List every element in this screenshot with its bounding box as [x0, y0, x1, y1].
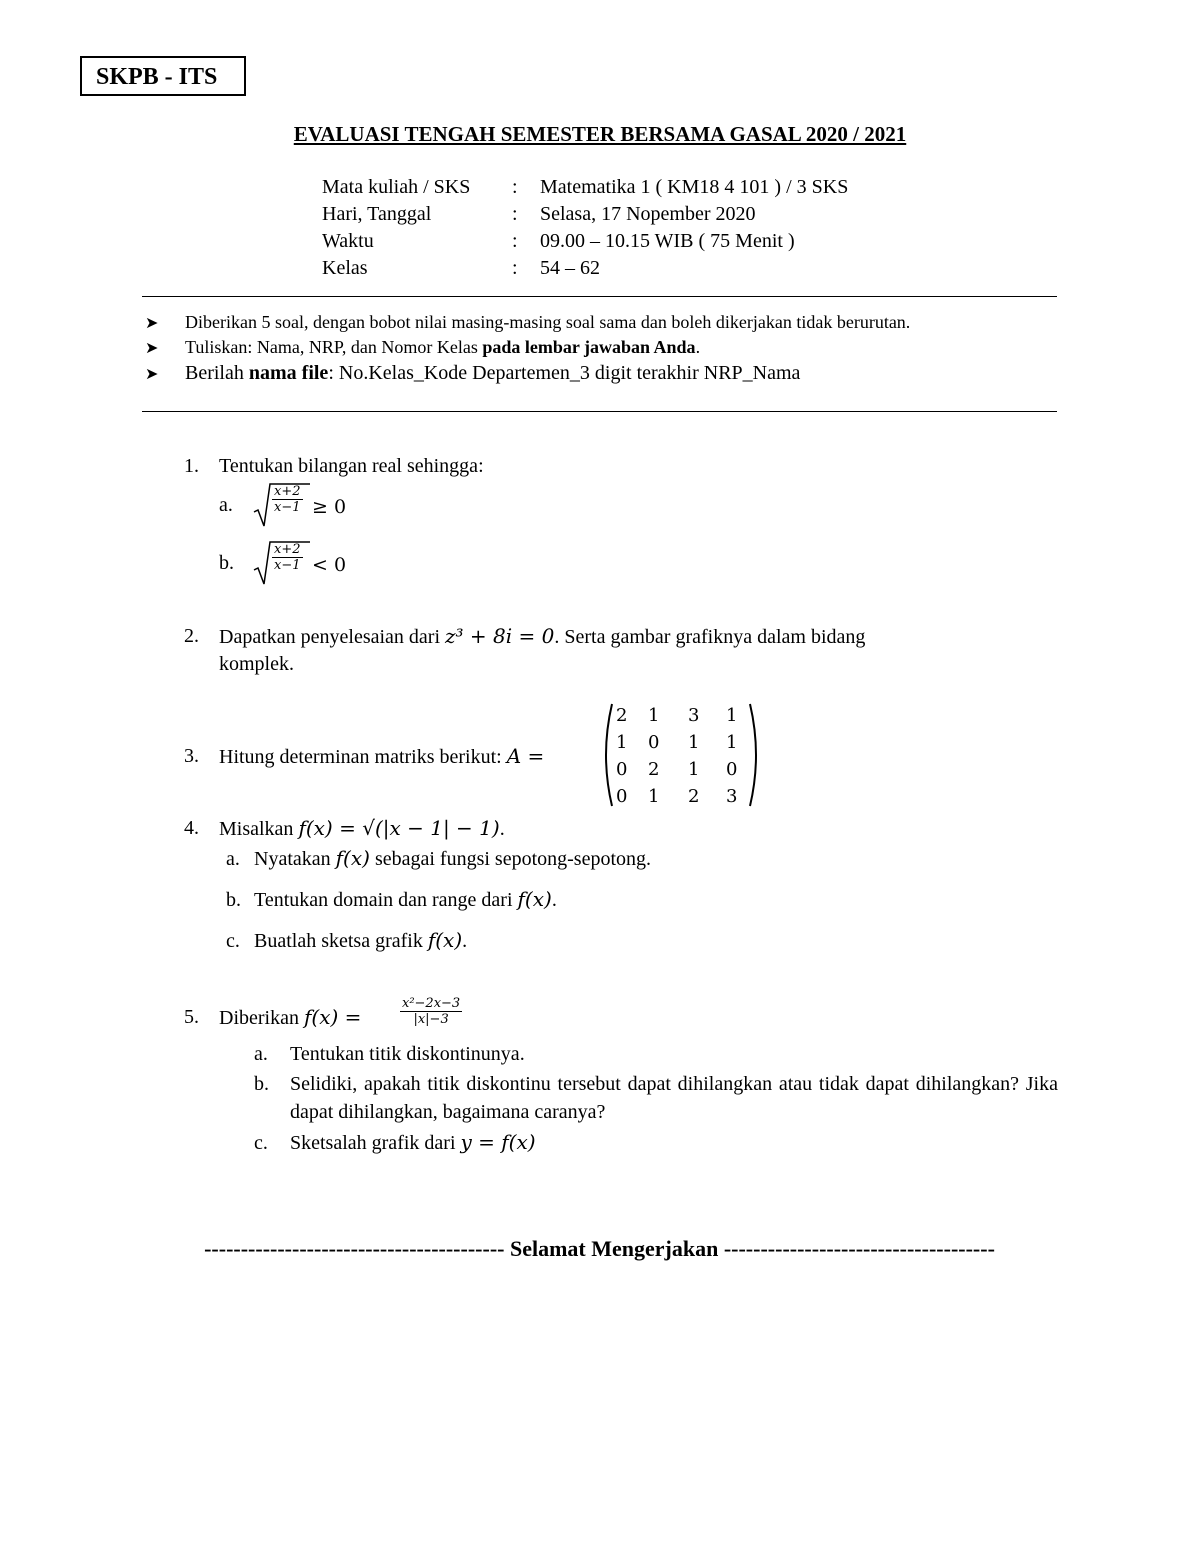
matrix-cell: 2 — [688, 786, 700, 807]
sub-text: Selidiki, apakah titik diskontinu tersebut dapat dihilangkan atau tidak dapat dihilangkan? Jika dapat dihilangkan, bagaimana caranya? — [290, 1073, 1058, 1123]
fraction-numerator: x+2 — [274, 542, 301, 557]
info-value: Matematika 1 ( KM18 4 101 ) / 3 SKS — [540, 176, 849, 198]
matrix-cell: 1 — [648, 705, 660, 726]
question-text-a: Dapatkan penyelesaian dari — [219, 626, 446, 648]
matrix-cell: 2 — [648, 759, 660, 780]
fraction-numerator: x+2 — [274, 484, 301, 499]
divider-bottom — [142, 411, 1057, 412]
sub-label: a. — [219, 494, 233, 516]
sub-text-end: . — [551, 889, 557, 911]
relation: < 0 — [312, 554, 347, 576]
info-row-time — [322, 228, 795, 255]
matrix-grid — [616, 702, 746, 810]
sub-label: b. — [219, 552, 234, 574]
sub-text-end: . — [462, 930, 468, 952]
sub-math: y = f(x) — [460, 1130, 536, 1154]
instruction-1 — [145, 309, 910, 337]
matrix-cell: 3 — [726, 786, 738, 807]
matrix-cell: 1 — [648, 786, 660, 807]
info-value: 54 – 62 — [540, 257, 600, 279]
matrix-cell: 1 — [726, 732, 738, 753]
info-label: Mata kuliah / SKS — [322, 176, 471, 198]
question-5b — [254, 1070, 1058, 1126]
matrix-cell: 0 — [616, 786, 628, 807]
question-4a — [226, 844, 651, 873]
fraction-numerator: x²−2x−3 — [402, 996, 461, 1011]
question-number: 2. — [184, 625, 199, 647]
function-definition: f(x) = √(|x − 1| − 1) — [298, 816, 500, 840]
question-text — [219, 814, 505, 843]
question-text-c: komplek. — [219, 653, 294, 675]
instruction-emphasis: pada lembar jawaban Anda — [482, 337, 696, 357]
question-number: 1. — [184, 455, 199, 477]
question-text-b: . Serta gambar grafiknya dalam bidang — [554, 626, 866, 648]
fraction — [272, 484, 303, 515]
sub-label: c. — [226, 930, 240, 952]
info-row-class — [322, 255, 600, 282]
matrix-cell: 1 — [688, 732, 700, 753]
fraction — [400, 996, 462, 1027]
question-number: 3. — [184, 745, 199, 767]
question-5a — [254, 1040, 525, 1068]
info-row-course — [322, 174, 848, 201]
instruction-text: Berilah — [185, 362, 249, 384]
badge-text: SKPB - ITS — [96, 64, 218, 90]
fraction-denominator: |x|−3 — [413, 1012, 449, 1027]
sub-text: Buatlah sketsa grafik — [254, 930, 428, 952]
question-text — [219, 742, 544, 771]
dash-right: ------------------------------------- — [723, 1236, 995, 1261]
instruction-2 — [145, 334, 700, 362]
question-number: 4. — [184, 817, 199, 839]
matrix-cell: 1 — [688, 759, 700, 780]
question-5 — [0, 1003, 1200, 1033]
sub-text: Tentukan titik diskontinunya. — [290, 1043, 525, 1065]
sub-text: Sketsalah grafik dari — [290, 1132, 461, 1154]
question-text-end: . — [499, 818, 505, 840]
info-label: Waktu — [322, 230, 374, 252]
sub-label: b. — [254, 1073, 269, 1095]
question-1b — [219, 552, 234, 575]
info-sep: : — [512, 257, 518, 279]
sub-label: b. — [226, 889, 241, 911]
badge-skpb-its — [80, 56, 246, 96]
instruction-text: Tuliskan: Nama, NRP, dan Nomor Kelas — [185, 337, 483, 357]
matrix-cell: 0 — [648, 732, 660, 753]
sub-label: c. — [254, 1132, 268, 1154]
question-4c — [226, 926, 467, 955]
matrix-cell: 0 — [616, 759, 628, 780]
question-4 — [0, 814, 1200, 844]
fraction-denominator: x−1 — [274, 558, 301, 573]
info-value: Selasa, 17 Nopember 2020 — [540, 203, 756, 225]
q5-fraction-wrap — [400, 996, 462, 1027]
instruction-text-end: . — [695, 337, 701, 357]
info-value: 09.00 – 10.15 WIB ( 75 Menit ) — [540, 230, 795, 252]
function-name: f(x) = — [303, 1005, 362, 1029]
question-2 — [0, 622, 1200, 682]
sub-text: Tentukan domain dan range dari — [254, 889, 518, 911]
info-label: Kelas — [322, 257, 368, 279]
matrix-row — [616, 756, 746, 783]
arrow-bullet-icon: ➤ — [145, 340, 159, 357]
sub-math: f(x) — [427, 928, 463, 952]
closing-line — [142, 1236, 1057, 1262]
question-text-main: Diberikan — [219, 1007, 304, 1029]
arrow-bullet-icon: ➤ — [145, 366, 159, 383]
instruction-text: Diberikan 5 soal, dengan bobot nilai masing-masing soal sama dan boleh dikerjakan tidak berurutan. — [185, 312, 911, 332]
dash-left: ----------------------------------------- — [204, 1236, 505, 1261]
matrix-variable: A = — [506, 744, 545, 768]
matrix-cell: 1 — [726, 705, 738, 726]
question-number: 5. — [184, 1006, 199, 1028]
fraction-denominator: x−1 — [274, 500, 301, 515]
info-sep: : — [512, 203, 518, 225]
question-1 — [0, 452, 1200, 482]
equation: z³ + 8i = 0 — [445, 624, 555, 648]
sub-math: f(x) — [335, 846, 370, 870]
divider-top — [142, 296, 1057, 297]
relation: ≥ 0 — [312, 496, 347, 518]
sub-text-end: sebagai fungsi sepotong-sepotong. — [369, 848, 652, 870]
question-1a — [219, 494, 233, 517]
question-5c — [254, 1128, 536, 1157]
fraction — [272, 542, 303, 573]
matrix-row — [616, 702, 746, 729]
info-sep: : — [512, 176, 518, 198]
question-text: Tentukan bilangan real sehingga: — [219, 455, 484, 477]
instruction-emphasis: nama file — [248, 362, 329, 384]
matrix-cell: 2 — [616, 705, 628, 726]
matrix-a — [598, 700, 764, 810]
question-text-main: Hitung determinan matriks berikut: — [219, 746, 507, 768]
question-4b — [226, 885, 557, 914]
info-label: Hari, Tanggal — [322, 203, 432, 225]
sub-math: f(x) — [517, 887, 552, 911]
sub-text: Nyatakan — [254, 848, 336, 870]
instruction-text-end: : No.Kelas_Kode Departemen_3 digit terakhir NRP_Nama — [328, 362, 801, 384]
info-row-date — [322, 201, 756, 228]
instruction-3 — [145, 360, 800, 388]
question-text — [219, 622, 865, 651]
sub-label: a. — [254, 1043, 268, 1065]
sub-label: a. — [226, 848, 240, 870]
matrix-row — [616, 729, 746, 756]
arrow-bullet-icon: ➤ — [145, 315, 159, 332]
matrix-row — [616, 783, 746, 810]
matrix-cell: 3 — [688, 705, 700, 726]
info-sep: : — [512, 230, 518, 252]
question-text — [219, 1003, 361, 1032]
exam-title: EVALUASI TENGAH SEMESTER BERSAMA GASAL 2020 / 2021 — [293, 122, 907, 146]
question-text-main: Misalkan — [219, 818, 299, 840]
matrix-cell: 0 — [726, 759, 738, 780]
closing-text: Selamat Mengerjakan — [504, 1236, 724, 1261]
matrix-cell: 1 — [616, 732, 628, 753]
